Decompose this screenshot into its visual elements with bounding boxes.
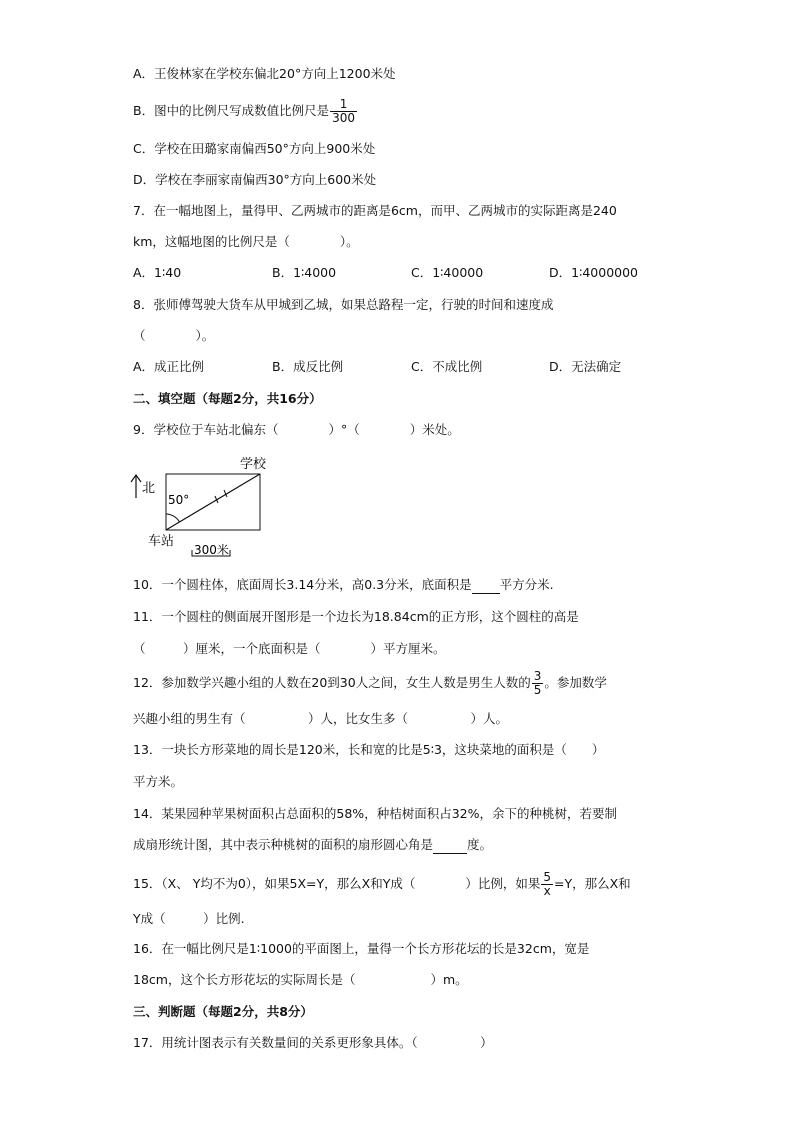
school-label: 学校 — [240, 457, 267, 472]
question-13-line-2: 平方米。 — [133, 774, 184, 789]
question-8-line-1: 8．张师傅驾驶大货车从甲城到乙城，如果总路程一定，行驶的时间和速度成 — [133, 297, 554, 312]
scale-fraction — [330, 98, 357, 125]
question-14-unit: 度。 — [467, 837, 493, 852]
option-6a: A．王俊林家在学校东偏北20°方向上1200米处 — [133, 66, 396, 81]
question-7-line-1: 7．在一幅地图上，量得甲、乙两城市的距离是6cm，而甲、乙两城市的实际距离是240 — [133, 203, 617, 218]
answer-blank-14 — [433, 837, 467, 854]
question-15-text: 15．（X、 Y均不为0），如果5X=Y，那么X和Y成（ ）比例，如果 — [133, 876, 541, 891]
question-12-text-end: 。参加数学 — [544, 675, 607, 690]
question-14-line-2 — [133, 837, 492, 854]
answer-blank-10 — [472, 577, 500, 594]
question-16-line-1: 16．在一幅比例尺是1∶1000的平面图上，量得一个长方形花坛的长是32cm，宽是 — [133, 941, 590, 956]
question-10 — [133, 577, 554, 594]
question-15-line-2: Y成（ ）比例. — [133, 911, 245, 926]
scale-label: 300米 — [194, 543, 229, 557]
question-11-line-2: （ ）厘米，一个底面积是（ ）平方厘米。 — [133, 641, 446, 656]
fraction-5-x — [541, 871, 553, 898]
option-7c: C．1∶40000 — [411, 265, 484, 280]
fraction-numerator: 3 — [533, 669, 542, 683]
option-8b: B．成反比例 — [272, 359, 344, 374]
question-12-text: 12．参加数学兴趣小组的人数在20到30人之间，女生人数是男生人数的 — [133, 675, 531, 690]
question-12-line-2: 兴趣小组的男生有（ ）人，比女生多（ ）人。 — [133, 711, 509, 726]
option-6d: D．学校在李丽家南偏西30°方向上600米处 — [133, 172, 377, 187]
question-15-text-end: =Y，那么X和 — [554, 876, 631, 891]
question-11-line-1: 11．一个圆柱的侧面展开图形是一个边长为18.84cm的正方形，这个圆柱的高是 — [133, 609, 579, 624]
fraction-denominator: 300 — [332, 111, 355, 125]
question-9-text: 9．学校位于车站北偏东（ ）°（ ）米处。 — [133, 422, 460, 437]
question-8-line-2: （ ）。 — [133, 328, 215, 343]
option-7b: B．1∶4000 — [272, 265, 337, 280]
station-label: 车站 — [148, 534, 175, 549]
fraction-3-5 — [532, 670, 544, 697]
question-14-text: 成扇形统计图，其中表示种桃树的面积的扇形圆心角是 — [133, 837, 434, 852]
option-6b-text: B．图中的比例尺写成数值比例尺是 — [133, 103, 330, 118]
fraction-numerator: 1 — [330, 98, 357, 112]
question-17: 17．用统计图表示有关数量间的关系更形象具体。（ ） — [133, 1035, 493, 1050]
fraction-denominator: x — [543, 884, 551, 898]
option-6b — [133, 98, 358, 125]
option-7d: D．1∶4000000 — [549, 265, 639, 280]
question-13-line-1: 13．一块长方形菜地的周长是120米，长和宽的比是5∶3，这块菜地的面积是（ ） — [133, 742, 605, 757]
north-label: 北 — [142, 481, 156, 496]
question-10-unit: 平方分米. — [499, 577, 554, 592]
option-6c: C．学校在田璐家南偏西50°方向上900米处 — [133, 141, 376, 156]
angle-arc — [166, 514, 180, 522]
question-15-line-1 — [133, 871, 631, 898]
fraction-numerator: 5 — [543, 870, 551, 884]
option-8c: C．不成比例 — [411, 359, 483, 374]
section-2-heading: 二、填空题（每题2分，共16分） — [133, 391, 322, 406]
question-12-line-1 — [133, 670, 607, 697]
section-3-heading: 三、判断题（每题2分，共8分） — [133, 1004, 313, 1019]
question-16-line-2: 18cm，这个长方形花坛的实际周长是（ ）m。 — [133, 972, 468, 987]
question-7-line-2: km，这幅地图的比例尺是（ ）。 — [133, 234, 359, 249]
angle-label: 50° — [168, 493, 190, 507]
question-14-line-1: 14．某果园种苹果树面积占总面积的58%，种桔树面积占32%，余下的种桃树，若要制 — [133, 806, 617, 821]
option-7a: A．1∶40 — [133, 265, 182, 280]
fraction-denominator: 5 — [533, 683, 542, 697]
option-8a: A．成正比例 — [133, 359, 205, 374]
question-10-text: 10．一个圆柱体，底面周长3.14分米，高0.3分米，底面积是 — [133, 577, 472, 592]
option-8d: D．无法确定 — [549, 359, 622, 374]
direction-diagram — [128, 450, 288, 565]
